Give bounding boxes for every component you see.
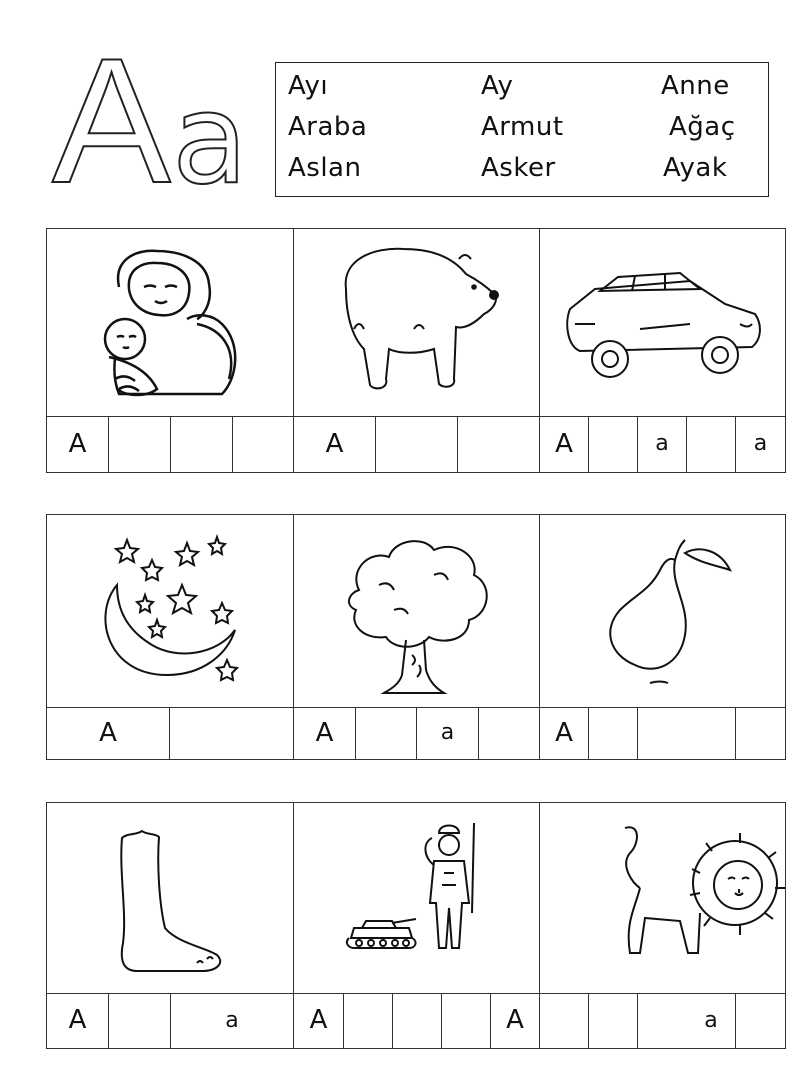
letter-slot[interactable]: a bbox=[687, 994, 736, 1048]
word-item: Ayı bbox=[288, 71, 329, 101]
letter-slot[interactable] bbox=[344, 994, 393, 1048]
picture-cell-bear bbox=[294, 229, 540, 416]
letter-slot[interactable] bbox=[393, 994, 442, 1048]
letter-slot[interactable]: A bbox=[294, 708, 356, 759]
letter-slot[interactable]: a bbox=[753, 431, 768, 456]
letter-slot[interactable]: A bbox=[491, 994, 540, 1048]
letter-slot[interactable]: a bbox=[171, 994, 294, 1048]
big-uppercase-letter: A bbox=[52, 42, 171, 192]
letter-slot[interactable]: A bbox=[47, 417, 109, 472]
lion-image bbox=[540, 803, 785, 993]
letter-slot[interactable] bbox=[479, 708, 540, 759]
letter-slot[interactable] bbox=[687, 417, 736, 472]
letter-slot[interactable] bbox=[356, 708, 417, 759]
big-letters bbox=[44, 42, 254, 192]
picture-row-3 bbox=[46, 802, 786, 1049]
letter-slot[interactable]: A bbox=[540, 708, 589, 759]
letter-slot[interactable] bbox=[589, 708, 638, 759]
letter-slot[interactable] bbox=[442, 994, 491, 1048]
word-item: Araba bbox=[288, 112, 368, 142]
word-item: Armut bbox=[481, 112, 564, 142]
picture-row-1 bbox=[46, 228, 786, 473]
letter-slot[interactable] bbox=[458, 417, 540, 472]
bear-image bbox=[294, 229, 540, 416]
letter-slot[interactable]: A bbox=[294, 417, 376, 472]
picture-cell-moon bbox=[47, 515, 294, 707]
word-item: Ağaç bbox=[669, 112, 736, 142]
word-item: Aslan bbox=[288, 153, 362, 183]
picture-cell-soldier bbox=[294, 803, 540, 993]
picture-cell-pear bbox=[540, 515, 785, 707]
foot-image bbox=[47, 803, 294, 993]
letter-slot[interactable] bbox=[540, 994, 589, 1048]
big-lowercase-letter: a bbox=[172, 68, 248, 192]
car-image bbox=[540, 229, 785, 416]
letter-slot[interactable]: A bbox=[540, 417, 589, 472]
letter-strip bbox=[47, 993, 785, 1048]
letter-slot[interactable]: a bbox=[417, 708, 479, 759]
word-item: Ay bbox=[481, 71, 514, 101]
mother-and-baby-image bbox=[47, 229, 294, 416]
letter-slot[interactable] bbox=[736, 708, 785, 759]
word-item: Ayak bbox=[663, 153, 728, 183]
soldier-and-tank-image bbox=[294, 803, 540, 993]
tree-image bbox=[294, 515, 540, 707]
picture-row-2 bbox=[46, 514, 786, 760]
word-item: Anne bbox=[661, 71, 730, 101]
letter-slot[interactable] bbox=[170, 708, 294, 759]
letter-slot[interactable]: a bbox=[638, 417, 687, 472]
letter-slot[interactable] bbox=[638, 708, 736, 759]
picture-cell-lion bbox=[540, 803, 785, 993]
picture-cell-car bbox=[540, 229, 785, 416]
letter-slot[interactable] bbox=[589, 417, 638, 472]
letter-slot[interactable] bbox=[233, 417, 294, 472]
letter-slot[interactable]: A bbox=[47, 994, 109, 1048]
letter-slot[interactable]: A bbox=[47, 708, 170, 759]
picture-cell-tree bbox=[294, 515, 540, 707]
word-list-box bbox=[275, 62, 769, 197]
letter-strip bbox=[47, 707, 785, 759]
letter-slot[interactable] bbox=[736, 994, 785, 1048]
letter-slot[interactable] bbox=[171, 417, 233, 472]
letter-slot[interactable] bbox=[109, 994, 171, 1048]
word-item: Asker bbox=[481, 153, 556, 183]
letter-slot[interactable] bbox=[589, 994, 638, 1048]
letter-slot[interactable]: A bbox=[294, 994, 344, 1048]
picture-cell-mother bbox=[47, 229, 294, 416]
picture-cell-foot bbox=[47, 803, 294, 993]
moon-and-stars-image bbox=[47, 515, 294, 707]
letter-slot[interactable] bbox=[109, 417, 171, 472]
letter-slot[interactable] bbox=[376, 417, 458, 472]
letter-strip bbox=[47, 416, 785, 472]
pear-image bbox=[540, 515, 785, 707]
